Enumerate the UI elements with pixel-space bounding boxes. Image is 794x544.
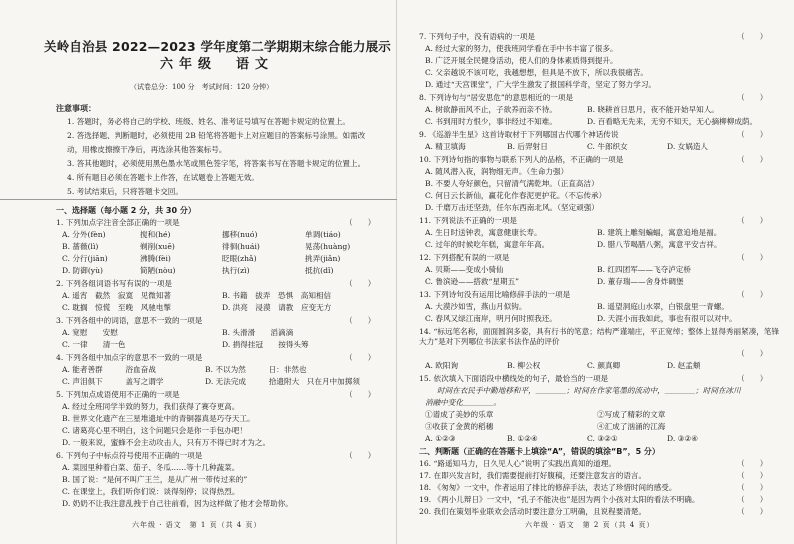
option: D. ③②④ [667,434,699,443]
answer-paren: （ ） [737,32,768,41]
option: B. 国了说：“是何不叫广王兰，是从广州一带传过来的” [62,475,248,484]
notice-line: 3. 答其他题时，必须使用黑色墨水笔或黑色签字笔，将答案书写在答题卡规定的位置上。 [67,159,366,168]
option: B. 蔷薇(lì) [62,242,99,251]
option: C. 过年的时候吃年糕，寓意年年高。 [425,240,550,249]
question-stem: 4. 下列各组中加点字的意思不一致的一项是 [56,353,203,362]
option: 挑弄(jiǎn) [305,254,341,263]
option: C. 书到用时方恨少，事非经过不知难。 [425,117,557,126]
option: D. 腊八节喝腊八粥，寓意平安吉祥。 [597,240,722,249]
option: D. 天涯小而我如此，事也有很可以对中。 [597,314,737,323]
option: 抵抗(dǐ) [305,266,334,275]
option: A. 精卫填海 [425,142,466,151]
option: A. 树欲静而风不止，子欲养而亲不待。 [425,105,557,114]
option: B. 头滑滑 滔滴滴 [222,328,294,337]
answer-paren: （ ） [345,316,376,325]
question-stem: 10. 下列诗句指的事物与联系下列人的品格，不正确的一项是 [419,155,624,164]
notice-line: 2. 答选择题、判断题时，必须使用 2B 铅笔将答题卡上对应题目的答案标号涂黑。如需改 [67,131,366,140]
option: A. 分外(fèn) [62,230,106,239]
option: A. 欧阳询 [425,361,459,370]
option: ③收获了金黄的稻穗 [425,422,494,431]
notice-title: 注意事项： [56,104,96,113]
judge-item: 16. “路遥知马力，日久见人心”说明了实践出真知的道理。 [419,459,616,468]
exam-subtitle: 六年级 语文 [160,57,275,72]
answer-paren: （ ） [737,155,768,164]
option: A. 贝斯——变成小骑仙 [425,265,504,274]
option: A. 生日时送钟表，寓意健康长寿。 [425,228,542,237]
option: C. 牛郎织女 [587,142,628,151]
option: A. 菜园里种着白菜、茄子、冬瓜……等十几种蔬菜。 [62,463,240,472]
section-title: 二、判断题（正确的在答题卡上填涂“A”，错误的填涂“B”，5 分） [419,447,660,456]
question-stem: 3. 下列各组中的词语，意思不一致的一项是 [56,316,203,325]
option: 眨眼(zhǎ) [222,254,257,263]
option: D. 无法完成 拾遗附大 只在月中加掷须 [205,377,360,386]
answer-paren: （ ） [345,451,376,460]
answer-paren: （ ） [345,353,376,362]
answer-paren: （ ） [345,390,376,399]
option: A. 宽慰 安慰 [62,328,118,337]
question-stem: 2. 下列各组词语书写有误的一项是 [56,279,172,288]
option: A. 经过全班同学半致的努力，我们获得了赛夺更高。 [62,402,240,411]
question-stem: 8. 下列诗句与“居安思危”的意思相近的一项是 [419,93,574,102]
option: 沸腾(fèi) [140,254,171,263]
answer-paren: （ ） [737,130,768,139]
judge-item: 17. 在即兴发言时，我们需要提前打好腹稿，还要注意发言的语言。 [419,471,647,480]
question-stem: 12. 下列搭配有误的一项是 [419,253,510,262]
notice-line: 4. 所有题目必须在答题卡上作答，在试题卷上答题无效。 [67,173,259,182]
answer-paren: （ ） [737,483,768,492]
page-2 [397,0,794,544]
question-stem: 14. “标远笔名称，面面圆润多姿，具有行书的笔意；结构严谨端庄，平正宽绰；整体上显得秀丽紧凑，笔锋大力”是对下列哪位书法家书法作品的评价 [419,327,780,346]
option: C. 分行(jiān) [62,254,108,263]
option: C. 诸葛亮心里不明白，这个问题只会是你一手包办吧！ [62,426,248,435]
option: D. 千磨万击还坚劲，任尔东西南北风。（坚定顽强） [425,203,599,212]
option: 单调(tiáo) [305,230,341,239]
option: D. 捐得挂冠 按得头筹 [222,340,309,349]
passage-line: 时间在衣民手中勤地移和平，＿＿＿＿；时间在作家笔墨的流动中，＿＿＿＿；时间在冰川 [437,386,741,395]
option: A. ①②③ [425,434,456,443]
option: B. 遥望洞庭山水翠，白银盘里一青螺。 [597,302,729,311]
notice-line: 动，用橡皮擦擦干净后，再选涂其他答案标号。 [67,145,227,154]
answer-paren: （ ） [737,495,768,504]
option: D. 奶奶不让我注意乱拽于自己往前看，因为这样做了他才会帮助你。 [62,499,293,508]
option: ②写成了精彩的文章 [597,410,666,419]
answer-paren: （ ） [345,279,376,288]
option: C. 颜真卿 [587,361,621,370]
option: 执行(zì) [222,266,250,275]
answer-paren: （ ） [737,374,768,383]
option: B. ①②④ [507,434,538,443]
option: 搅和(hé) [140,230,171,239]
option: B. 不以为然 日：非然也 [205,365,307,374]
option: D. 百看略无先来，无穷不知天，无心摘柳柳成荫。 [587,117,758,126]
option: 徘徊(huái) [222,242,260,251]
option: D. 一般来说，蜜蜂不会主动攻击人，只有万不得已时才为之。 [62,438,271,447]
option: C. 耽搁 惊慌 至晚 风驰电掣 [62,303,172,312]
option: B. 后羿射日 [507,142,548,151]
option: ①谱成了美妙的乐章 [425,410,494,419]
notice-line: 1. 答题时，务必将自己的学校、班级、姓名、准考证号填写在答题卡规定的位置上。 [67,117,351,126]
option: A. 大漠沙如雪，燕山月似钩。 [425,302,527,311]
option: C. 声泪俱下 盖写之谓学 [62,377,164,386]
answer-paren: （ ） [345,218,376,227]
option: D. 防御(yù) [62,266,103,275]
question-stem: 15. 依次填入下面语段中横线处的句子，最恰当的一项是 [419,374,609,383]
option: C. 一律 清一色 [62,340,126,349]
option: B. 广泛开展全民健身活动，使人们的身体素质得到提升。 [425,56,618,65]
passage-line: 消融中变化＿＿＿＿。 [425,398,501,407]
option: A. 随风潜入夜，润物细无声。（生命力强） [425,167,569,176]
section-title: 一、选择题（每小题 2 分，共 30 分） [56,206,196,215]
option: 挪移(nuó) [222,230,258,239]
option: C. 春风又绿江南岸，明月何时照我还。 [425,314,557,323]
option: D. 通过“天宫课堂”，广大学生激发了报国科学奇，坚定了努力学习。 [425,80,657,89]
option: B. 不要人夸好颜色，只留清气满乾坤。（正直高洁） [425,179,599,188]
answer-paren: （ ） [737,290,768,299]
option: A. 经过大家的努力，使我班同学看在手中书丰富了很多。 [425,44,618,53]
judge-item: 18. 《匆匆》一文中，作者运用了排比的修辞手法，表达了珍惜时间的感受。 [419,483,677,492]
question-stem: 9. 《巡游半生星》这首诗取材于下列哪国古代哪个神话传说 [419,130,619,139]
question-stem: 6. 下列句子中标点符号使用不正确的一项是 [56,451,203,460]
notice-line: 5. 考试结束后，只将答题卡交回。 [67,187,183,196]
question-stem: 5. 下列加点成语使用不正确的一项是 [56,390,180,399]
option: 剃削(xuē) [140,242,175,251]
option: B. 世界文化遗产在三星堆遗址中的青铜器真是巧夺天工。 [62,414,255,423]
option: B. 书籍 拔弄 恐惧 高知相信 [222,291,332,300]
question-stem: 13. 下列诗句没有运用比喻修辞手法的一项是 [419,290,571,299]
exam-title: 关岭自治县 2022—2023 学年度第二学期期末综合能力展示 [44,39,391,54]
option: B. 建筑上雕刻蝙蝠，寓意追地是福。 [597,228,722,237]
option: B. 晓耕首日思月，夜不能开始早知人。 [587,105,719,114]
option: C. 何日云长新仙，赢花化作春泥更护花。（不忘传承） [425,191,607,200]
option: 简陋(nòu) [140,266,176,275]
option: D. 赵孟頫 [667,361,701,370]
score-time-line: （试卷总分：100 分 考试时间：120 分钟） [130,83,274,91]
answer-paren: （ ） [737,471,768,480]
option: 晃荡(huàng) [305,242,351,251]
answer-paren: （ ） [737,253,768,262]
option: C. 父亲越说不该可吃，我越想想，但具是不放下，所以我很痛苦。 [425,68,648,77]
option: D. 董存瑞——舍身炸碉堡 [597,277,684,286]
answer-paren: （ ） [737,216,768,225]
question-stem: 1. 下列加点字注音全部正确的一项是 [56,218,180,227]
option: A. 能者善群 浴血奋战 [62,365,156,374]
option: A. 遥宵 截然 寂寞 见微知著 [62,291,172,300]
judge-item: 20. 我们在策划毕业联欢会活动时要注意分工明确，且说程要清楚。 [419,507,647,516]
option: ④汇成了汹涌的江海 [597,422,666,431]
judge-item: 19. 《两小儿辩日》一文中，“孔子不能决也”是因为两个小孩对太阳的看法不明确。 [419,495,700,504]
option: C. 鲁滨逊——搭救“星期五” [425,277,520,286]
option: C. 在课堂上，我们听你们说：谈得刻停；议得热烈。 [62,487,240,496]
header-divider [0,199,397,200]
question-stem: 7. 下列句子中，没有语病的一项是 [419,32,535,41]
answer-paren: （ ） [737,349,768,358]
option: C. ③②① [587,434,618,443]
option: B. 红四团军——飞夺泸定桥 [597,265,691,274]
option: D. 女娲造人 [667,142,709,151]
answer-paren: （ ） [737,93,768,102]
option: B. 柳公权 [507,361,541,370]
answer-paren: （ ） [737,459,768,468]
page-footer: 六年级 · 语文 第 1 页（共 4 页） [132,521,262,529]
question-stem: 11. 下列说法不正确的一项是 [419,216,518,225]
answer-paren: （ ） [737,507,768,516]
page-footer: 六年级 · 语文 第 2 页（共 4 页） [525,521,655,529]
option: D. 洪亮 浸漠 请教 应变无方 [222,303,332,312]
